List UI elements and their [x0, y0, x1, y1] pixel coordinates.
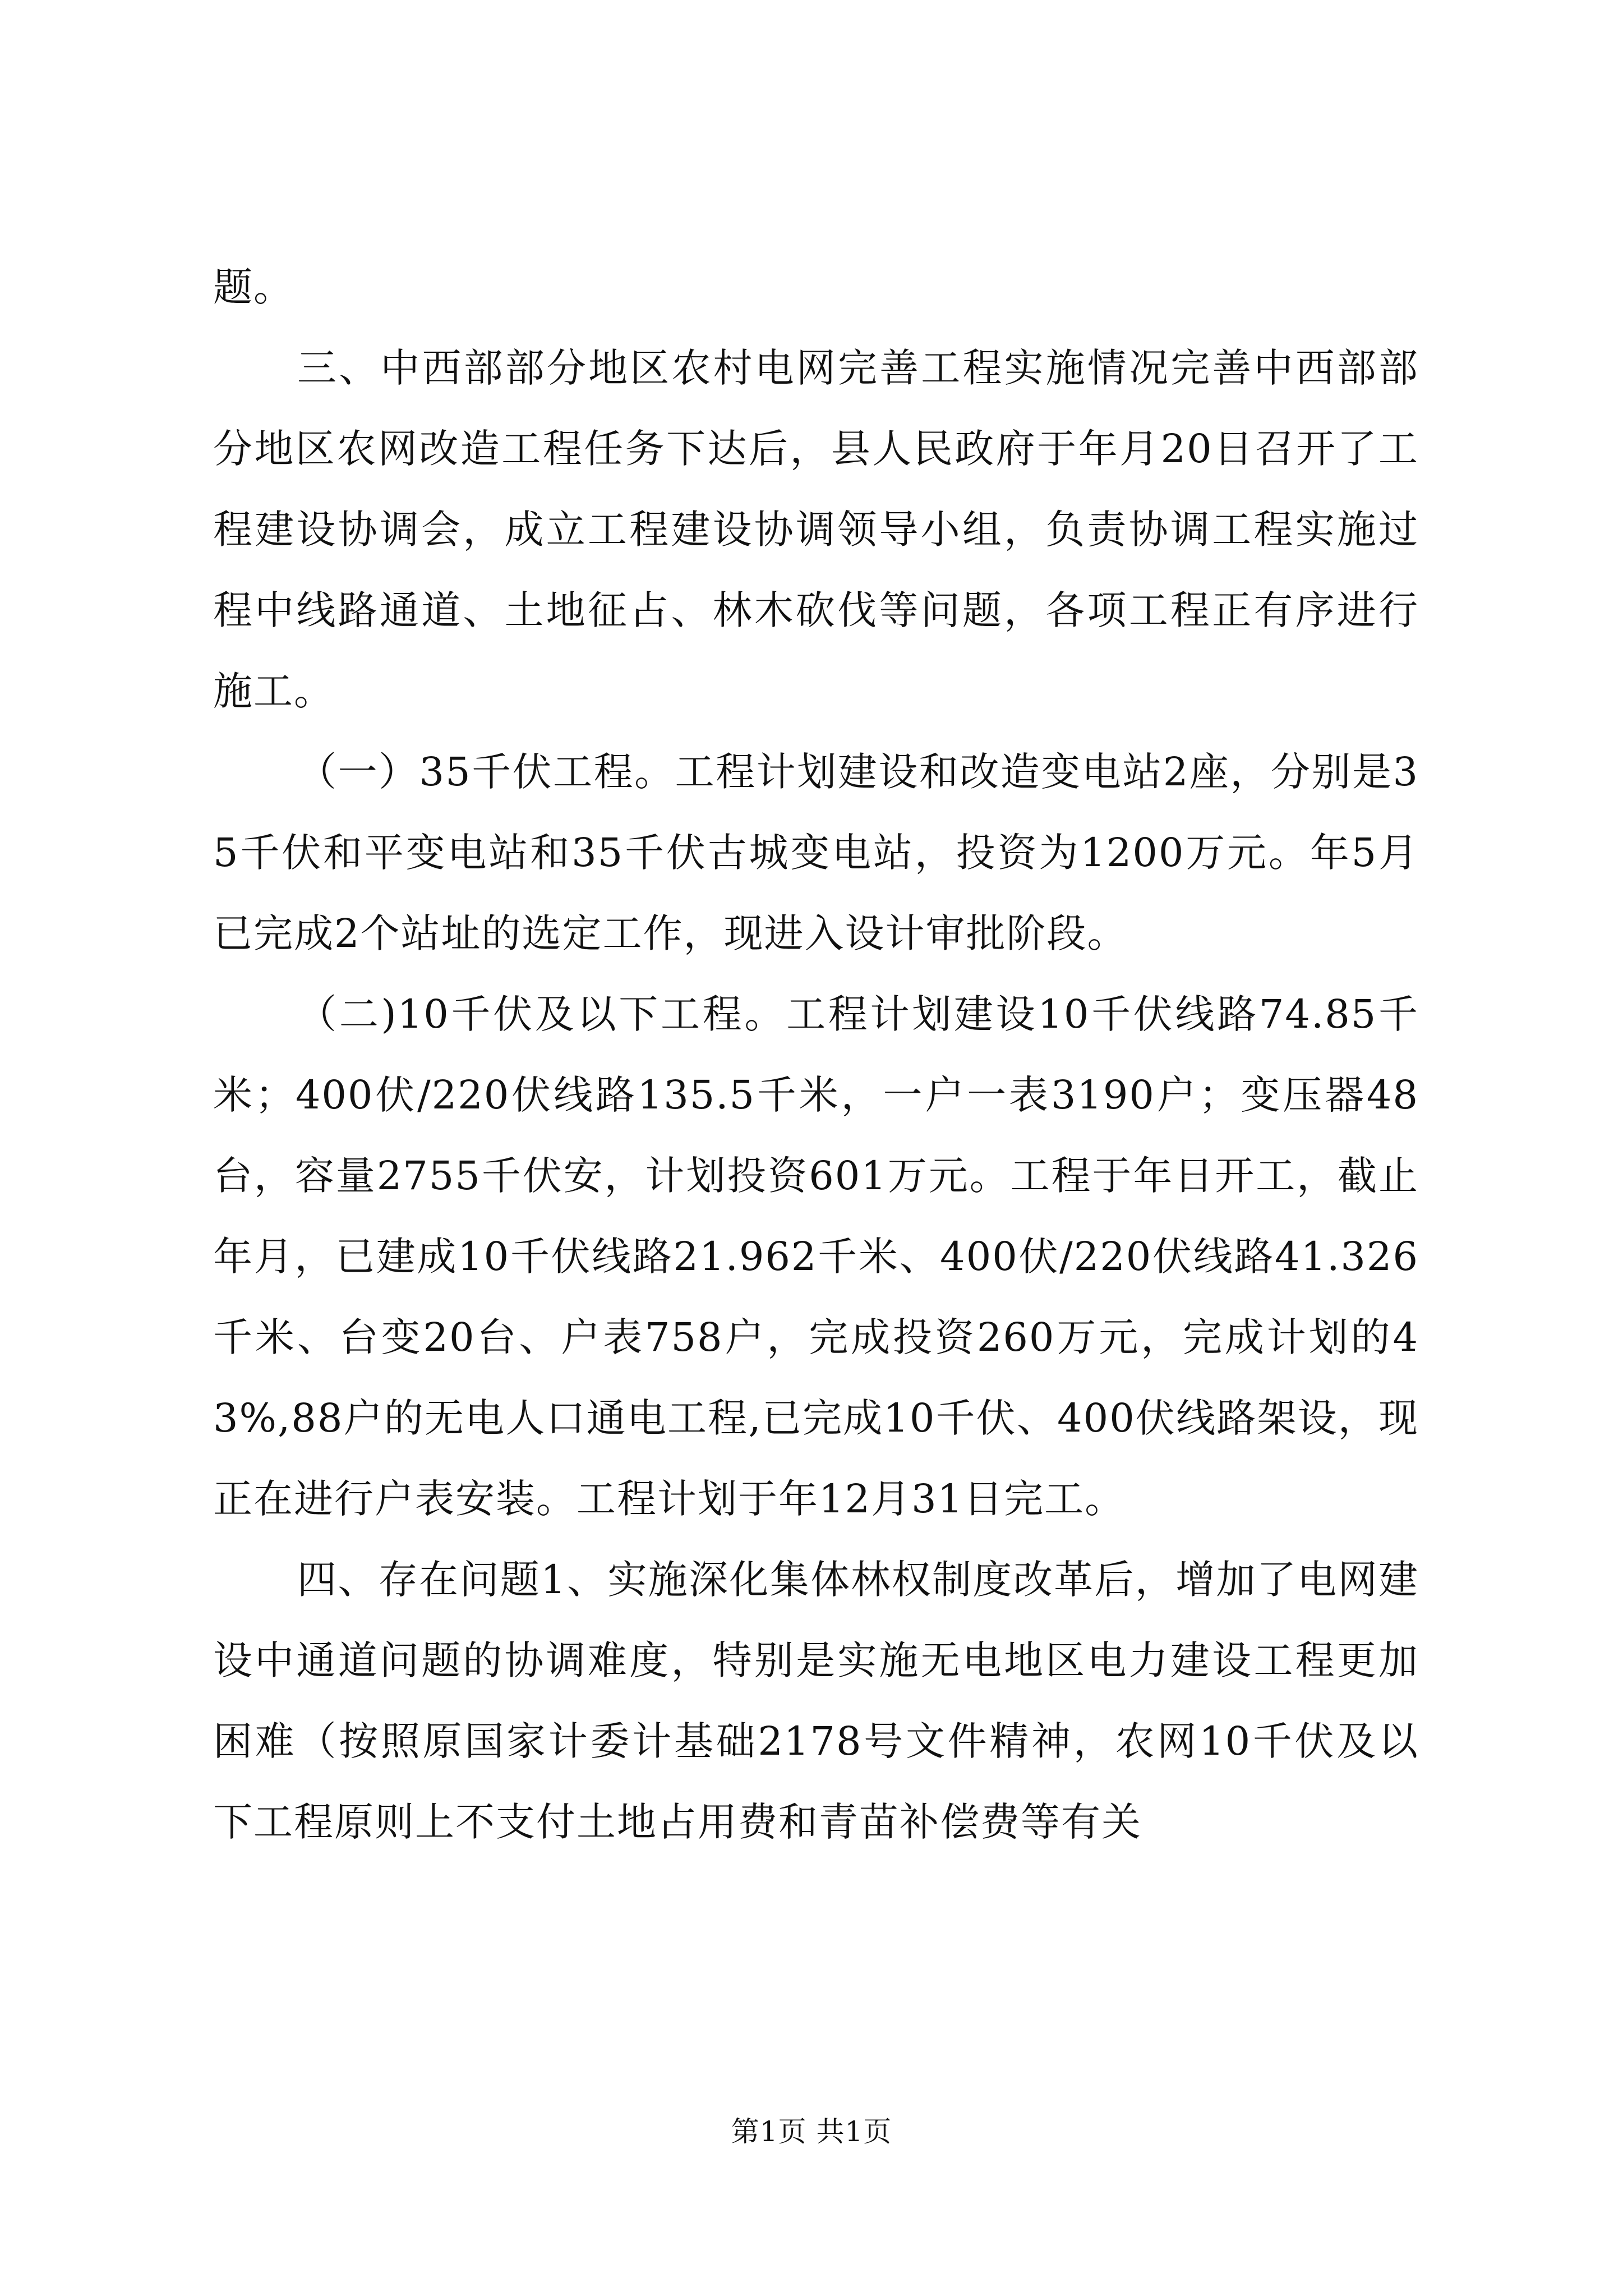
document-body [213, 247, 1419, 1862]
paragraph-10kv-project: （二)10千伏及以下工程。工程计划建设10千伏线路74.85千米；400伏/220伏线路135.5千米，一户一表3190户；变压器48台，容量2755千伏安，计划投资601万元。工程于年日开工，截止年月，已建成10千伏线路21.962千米、400伏/220伏线路41.326千米、台变20台、户表758户，完成投资260万元，完成计划的43%,88户的无电人口通电工程,已完成10千伏、400伏线路架设，现正在进行户表安装。工程计划于年12月31日完工。 [213, 991, 1419, 1522]
paragraph-section-four: 四、存在问题1、实施深化集体林权制度改革后，增加了电网建设中通道问题的协调难度，特别是实施无电地区电力建设工程更加困难（按照原国家计委计基础2178号文件精神，农网10千伏及以下工程原则上不支付土地占用费和青苗补偿费等有关 [213, 1557, 1419, 1845]
paragraph-continuation: 题。 [213, 264, 294, 310]
paragraph-section-three: 三、中西部部分地区农村电网完善工程实施情况完善中西部部分地区农网改造工程任务下达后，县人民政府于年月20日召开了工程建设协调会，成立工程建设协调领导小组，负责协调工程实施过程中线路通道、土地征占、林木砍伐等问题，各项工程正有序进行施工。 [213, 345, 1419, 714]
page-footer: 第1页 共1页 [731, 2115, 892, 2148]
paragraph-35kv-project: （一）35千伏工程。工程计划建设和改造变电站2座，分别是35千伏和平变电站和35千伏古城变电站，投资为1200万元。年5月已完成2个站址的选定工作，现进入设计审批阶段。 [213, 749, 1419, 956]
